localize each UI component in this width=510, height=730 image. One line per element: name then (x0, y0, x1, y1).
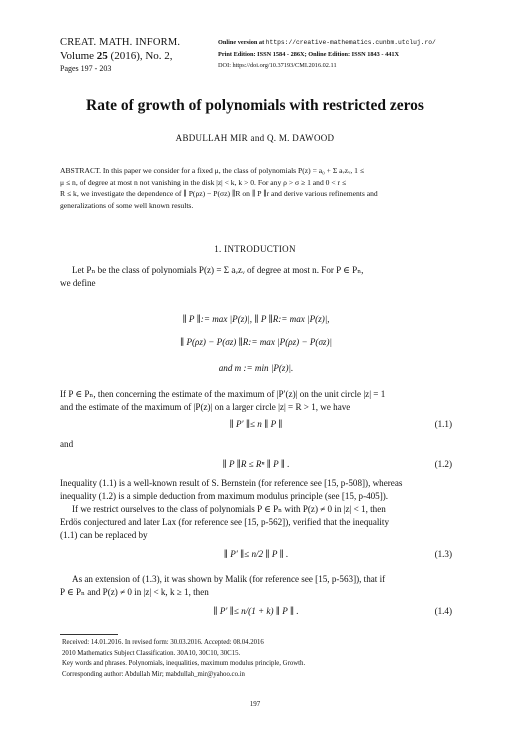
abstract-line: μ ≤ n, of degree at most n not vanishing in the disk |z| < k, k > 0. For any ρ > σ ≥ 1 and 0 < r ≤ (60, 177, 347, 187)
equation-1-2: ∥ P ∥R ≤ Rⁿ ∥ P ∥ . (222, 459, 290, 469)
equation-1-3: ∥ P′ ∥≤ n/2 ∥ P ∥ . (223, 549, 289, 559)
print-edition: Print Edition: ISSN 1584 - 286X; Online Edition: ISSN 1843 - 441X (218, 50, 400, 58)
equation-number: (1.3) (434, 549, 452, 559)
paper-title: Rate of growth of polynomials with restricted zeros (86, 97, 424, 114)
abstract-line: ABSTRACT. In this paper we consider for a fixed μ, the class of polynomials P(z) = a₀ + Σ aᵥzᵥ, 1 ≤ (60, 166, 365, 175)
definition-eq-1: ∥ P ∥:= max |P(z)|, ∥ P ∥R:= max |P(z)|, (182, 314, 330, 324)
abstract-line: generalizations of some well known results. (60, 200, 194, 210)
page-range: Pages 197 - 203 (60, 64, 112, 73)
and-word: and (60, 439, 74, 449)
received-dates: Received: 14.01.2016. In revised form: 30.03.2016. Accepted: 08.04.2016 (62, 639, 264, 646)
paragraph-estimates: If P ∈ Pₙ, then concerning the estimate of the maximum of |P′(z)| on the unit circle |z| = 1 and the estimate of the maximum of |P(z)| on a larger circle |z| = R > 1, we have (60, 389, 386, 412)
journal-header (60, 36, 230, 75)
definition-eq-2: ∥ P(ρz) − P(σz) ∥R:= max |P(ρz) − P(σz)| (179, 337, 333, 347)
paragraph-bernstein: Inequality (1.1) is a well-known result of S. Bernstein (for reference see [15, p-508]), whereas inequality (1.2) is a simple deduction from maximum modulus principle (see [15, p-405]). If we restrict ourselves to the class of polynomials P ∈ Pₙ with P(z) ≠ 0 in |z| < 1, then Erdös conjectured and later Lax (for reference see [15, p-562]), verified that the inequality (1.1) can be replaced by (60, 478, 403, 540)
definition-eq-3: and m := min |P(z)|. (218, 363, 294, 373)
abstract-line: R ≤ k, we investigate the dependence of ∥ P(ρz) − P(σz) ∥R on ∥ P ∥r and derive various refinements and (60, 189, 378, 198)
footnotes (62, 638, 452, 680)
page-number: 197 (249, 700, 261, 708)
online-version: Online version at https://creative-mathematics.cunbm.utcluj.ro/ (218, 39, 436, 46)
journal-name: CREAT. MATH. INFORM. (60, 37, 181, 48)
publication-info (218, 37, 480, 72)
author-list: ABDULLAH MIR and Q. M. DAWOOD (175, 133, 335, 143)
doi-link[interactable]: DOI: https://doi.org/10.37193/CMI.2016.02.11 (218, 62, 337, 69)
equation-1-1: ∥ P′ ∥≤ n ∥ P ∥ (229, 419, 283, 429)
corresponding-author: Corresponding author: Abdullah Mir; mabdullah_mir@yahoo.co.in (62, 670, 245, 678)
volume-info: Volume 25 (2016), No. 2, (60, 50, 173, 62)
keywords: Key words and phrases. Polynomials, inequalities, maximum modulus principle, Growth. (62, 660, 306, 667)
equation-number: (1.2) (434, 459, 452, 469)
abstract-label: ABSTRACT. (60, 166, 101, 175)
section-heading: 1. INTRODUCTION (214, 244, 296, 254)
equation-1-4: ∥ P′ ∥≤ n/(1 + k) ∥ P ∥ . (213, 606, 299, 616)
equation-number: (1.1) (434, 419, 452, 429)
paragraph-malik: As an extension of (1.3), it was shown by Malik (for reference see [15, p-563]), that if P ∈ Pₙ and P(z) ≠ 0 in |z| < k, k ≥ 1, then (60, 574, 386, 597)
msc-classification: 2010 Mathematics Subject Classification. 30A10, 30C10, 30C15. (62, 649, 241, 657)
abstract (60, 165, 452, 211)
intro-paragraph: Let Pₙ be the class of polynomials P(z) = Σ aᵥzᵥ of degree at most n. For P ∈ Pₙ, we define (60, 265, 364, 288)
equation-number: (1.4) (434, 606, 452, 616)
footnote-rule (60, 634, 118, 635)
online-url-link[interactable]: https://creative-mathematics.cunbm.utcluj.ro/ (265, 39, 436, 46)
